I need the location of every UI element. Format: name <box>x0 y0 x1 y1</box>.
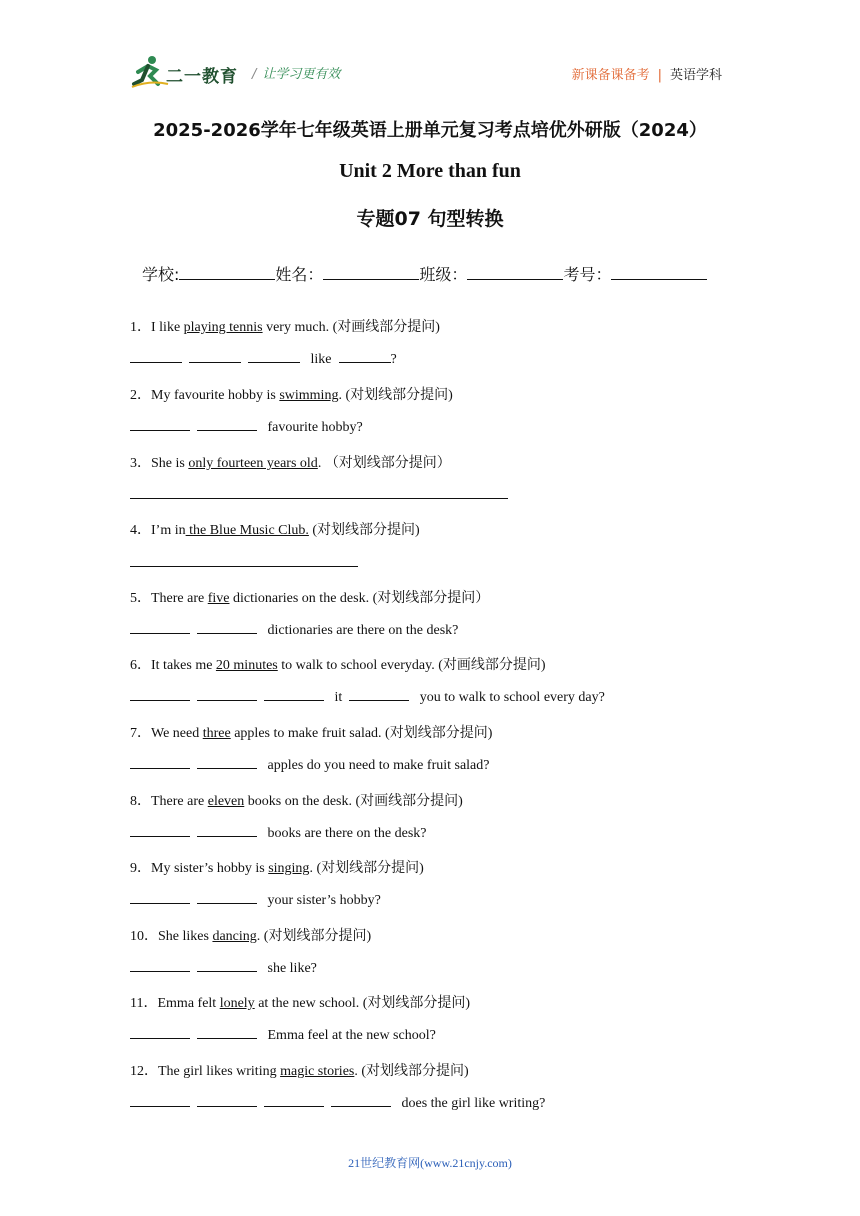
question-6 <box>130 654 546 674</box>
answer-line-5 <box>130 621 458 639</box>
question-12 <box>130 1060 469 1080</box>
answer-text: dictionaries are there on the desk? <box>267 623 459 638</box>
underlined-part: five <box>207 591 230 606</box>
question-8 <box>130 790 463 810</box>
answer-text-mid: it <box>334 690 343 705</box>
answer-blank[interactable] <box>130 621 190 634</box>
answer-line-8 <box>130 824 427 842</box>
question-text-post: . (对划线部分提问) <box>256 929 372 944</box>
answer-line-11 <box>130 1026 436 1044</box>
question-text-pre: My sister’s hobby is <box>151 861 269 876</box>
question-text-post: dictionaries on the desk. (对划线部分提问） <box>229 591 490 606</box>
main-title: 2025-2026学年七年级英语上册单元复习考点培优外研版（2024） <box>153 120 707 141</box>
question-text-post: at the new school. (对划线部分提问) <box>254 996 471 1011</box>
answer-blank[interactable] <box>130 688 190 701</box>
header-subject-label: 英语学科 <box>669 68 722 83</box>
underlined-part: magic stories <box>280 1064 355 1079</box>
page-footer[interactable]: 21世纪教育网(www.21cnjy.com) <box>348 1156 512 1170</box>
answer-line-9 <box>130 891 381 909</box>
header-course-label: 新课备课备考 <box>571 68 650 83</box>
header-right <box>572 64 722 83</box>
answer-line-2 <box>130 418 363 436</box>
answer-line-7 <box>130 756 489 774</box>
question-text-pre: The girl likes writing <box>158 1064 281 1079</box>
topic-title: 专题07 句型转换 <box>356 208 504 230</box>
question-10 <box>130 925 371 945</box>
answer-blank[interactable] <box>248 350 300 363</box>
logo <box>130 54 242 90</box>
school-blank[interactable] <box>179 265 275 280</box>
logo-text: 二一教育 <box>166 67 238 87</box>
underlined-part: only fourteen years old <box>188 456 318 471</box>
question-number: 10． <box>130 929 158 944</box>
answer-blank[interactable] <box>130 959 190 972</box>
exam-number-blank[interactable] <box>611 265 707 280</box>
answer-blank[interactable] <box>197 1026 257 1039</box>
underlined-part: playing tennis <box>183 320 263 335</box>
answer-blank[interactable] <box>130 1026 190 1039</box>
answer-blank[interactable] <box>130 418 190 431</box>
question-7 <box>130 722 492 742</box>
underlined-part: lonely <box>219 996 255 1011</box>
question-number: 11． <box>130 996 158 1011</box>
name-blank[interactable] <box>323 265 419 280</box>
underlined-part: eleven <box>207 794 245 809</box>
question-text-post: . (对划线部分提问) <box>309 861 424 876</box>
answer-text: does the girl like writing? <box>401 1096 546 1111</box>
question-number: 2． <box>130 388 151 403</box>
answer-blank[interactable] <box>197 756 257 769</box>
question-text-post: apples to make fruit salad. (对划线部分提问) <box>230 726 493 741</box>
question-text-pre: I like <box>151 320 184 335</box>
underlined-part: the Blue Music Club. <box>185 523 309 538</box>
answer-blank[interactable] <box>130 891 190 904</box>
answer-blank[interactable] <box>197 688 257 701</box>
answer-text: you to walk to school every day? <box>419 690 605 705</box>
answer-text: Emma feel at the new school? <box>267 1028 436 1043</box>
underlined-part: dancing <box>212 929 257 944</box>
answer-text: books are there on the desk? <box>267 826 427 841</box>
question-11 <box>130 992 470 1012</box>
answer-text: apples do you need to make fruit salad? <box>267 758 490 773</box>
question-3 <box>130 452 451 472</box>
underlined-part: singing <box>268 861 310 876</box>
answer-line-10 <box>130 959 317 977</box>
answer-text: favourite hobby? <box>267 420 363 435</box>
answer-blank[interactable] <box>197 418 257 431</box>
student-info-row <box>142 262 707 285</box>
answer-line-6 <box>130 688 605 706</box>
answer-blank[interactable] <box>130 756 190 769</box>
answer-line-12 <box>130 1094 545 1112</box>
answer-blank[interactable] <box>130 824 190 837</box>
question-text-post: . (对划线部分提问) <box>338 388 453 403</box>
answer-text: your sister’s hobby? <box>267 893 381 908</box>
answer-blank[interactable] <box>339 350 391 363</box>
page-header <box>130 54 730 90</box>
slogan-separator: / <box>252 67 257 82</box>
question-number: 7． <box>130 726 151 741</box>
school-label: 学校: <box>142 265 180 284</box>
answer-blank[interactable] <box>264 688 324 701</box>
underlined-part: 20 minutes <box>215 658 278 673</box>
unit-title: Unit 2 More than fun <box>339 160 521 182</box>
answer-blank[interactable] <box>130 1094 190 1107</box>
name-label: 姓名： <box>275 265 324 284</box>
question-number: 8． <box>130 794 151 809</box>
question-number: 6． <box>130 658 151 673</box>
question-number: 5． <box>130 591 151 606</box>
exam-number-label: 考号： <box>563 265 612 284</box>
question-number: 9． <box>130 861 151 876</box>
answer-blank[interactable] <box>130 350 182 363</box>
question-text-pre: There are <box>151 591 208 606</box>
header-divider: | <box>657 68 662 83</box>
question-text-pre: It takes me <box>151 658 216 673</box>
answer-blank[interactable] <box>197 1094 257 1107</box>
class-label: 班级： <box>419 265 468 284</box>
answer-blank[interactable] <box>197 824 257 837</box>
slogan <box>252 63 340 82</box>
question-9 <box>130 857 424 877</box>
answer-blank[interactable] <box>331 1094 391 1107</box>
answer-line-1 <box>130 350 397 368</box>
question-text-pre: Emma felt <box>157 996 220 1011</box>
runner-logo-icon <box>130 54 170 90</box>
question-text-pre: We need <box>151 726 203 741</box>
question-text-post: books on the desk. (对画线部分提问) <box>244 794 463 809</box>
answer-text: like <box>310 352 332 367</box>
answer-long-line[interactable] <box>130 498 508 499</box>
answer-blank[interactable] <box>189 350 241 363</box>
question-text-pre: She is <box>151 456 189 471</box>
answer-blank[interactable] <box>197 621 257 634</box>
underlined-part: three <box>202 726 231 741</box>
question-5 <box>130 587 489 607</box>
answer-blank[interactable] <box>264 1094 324 1107</box>
class-blank[interactable] <box>467 265 563 280</box>
question-text-pre: I’m in <box>151 523 186 538</box>
question-1 <box>130 316 440 336</box>
question-number: 1． <box>130 320 151 335</box>
answer-blank[interactable] <box>349 688 409 701</box>
question-text-pre: There are <box>151 794 208 809</box>
question-number: 3． <box>130 456 151 471</box>
question-text-post: . （对划线部分提问） <box>317 456 451 471</box>
question-4 <box>130 519 420 539</box>
question-number: 12． <box>130 1064 158 1079</box>
question-text-post: very much. (对画线部分提问) <box>262 320 440 335</box>
answer-blank[interactable] <box>197 891 257 904</box>
answer-text: she like? <box>267 961 317 976</box>
answer-long-line[interactable] <box>130 566 358 567</box>
question-text-post: (对划线部分提问) <box>308 523 420 538</box>
question-number: 4． <box>130 523 151 538</box>
question-text-post: . (对划线部分提问) <box>354 1064 469 1079</box>
question-text-post: to walk to school everyday. (对画线部分提问) <box>277 658 546 673</box>
question-text-pre: My favourite hobby is <box>151 388 280 403</box>
slogan-text: 让学习更有效 <box>262 67 341 82</box>
underlined-part: swimming <box>279 388 339 403</box>
question-2 <box>130 384 453 404</box>
answer-blank[interactable] <box>197 959 257 972</box>
answer-end: ? <box>390 352 397 367</box>
question-text-pre: She likes <box>158 929 213 944</box>
